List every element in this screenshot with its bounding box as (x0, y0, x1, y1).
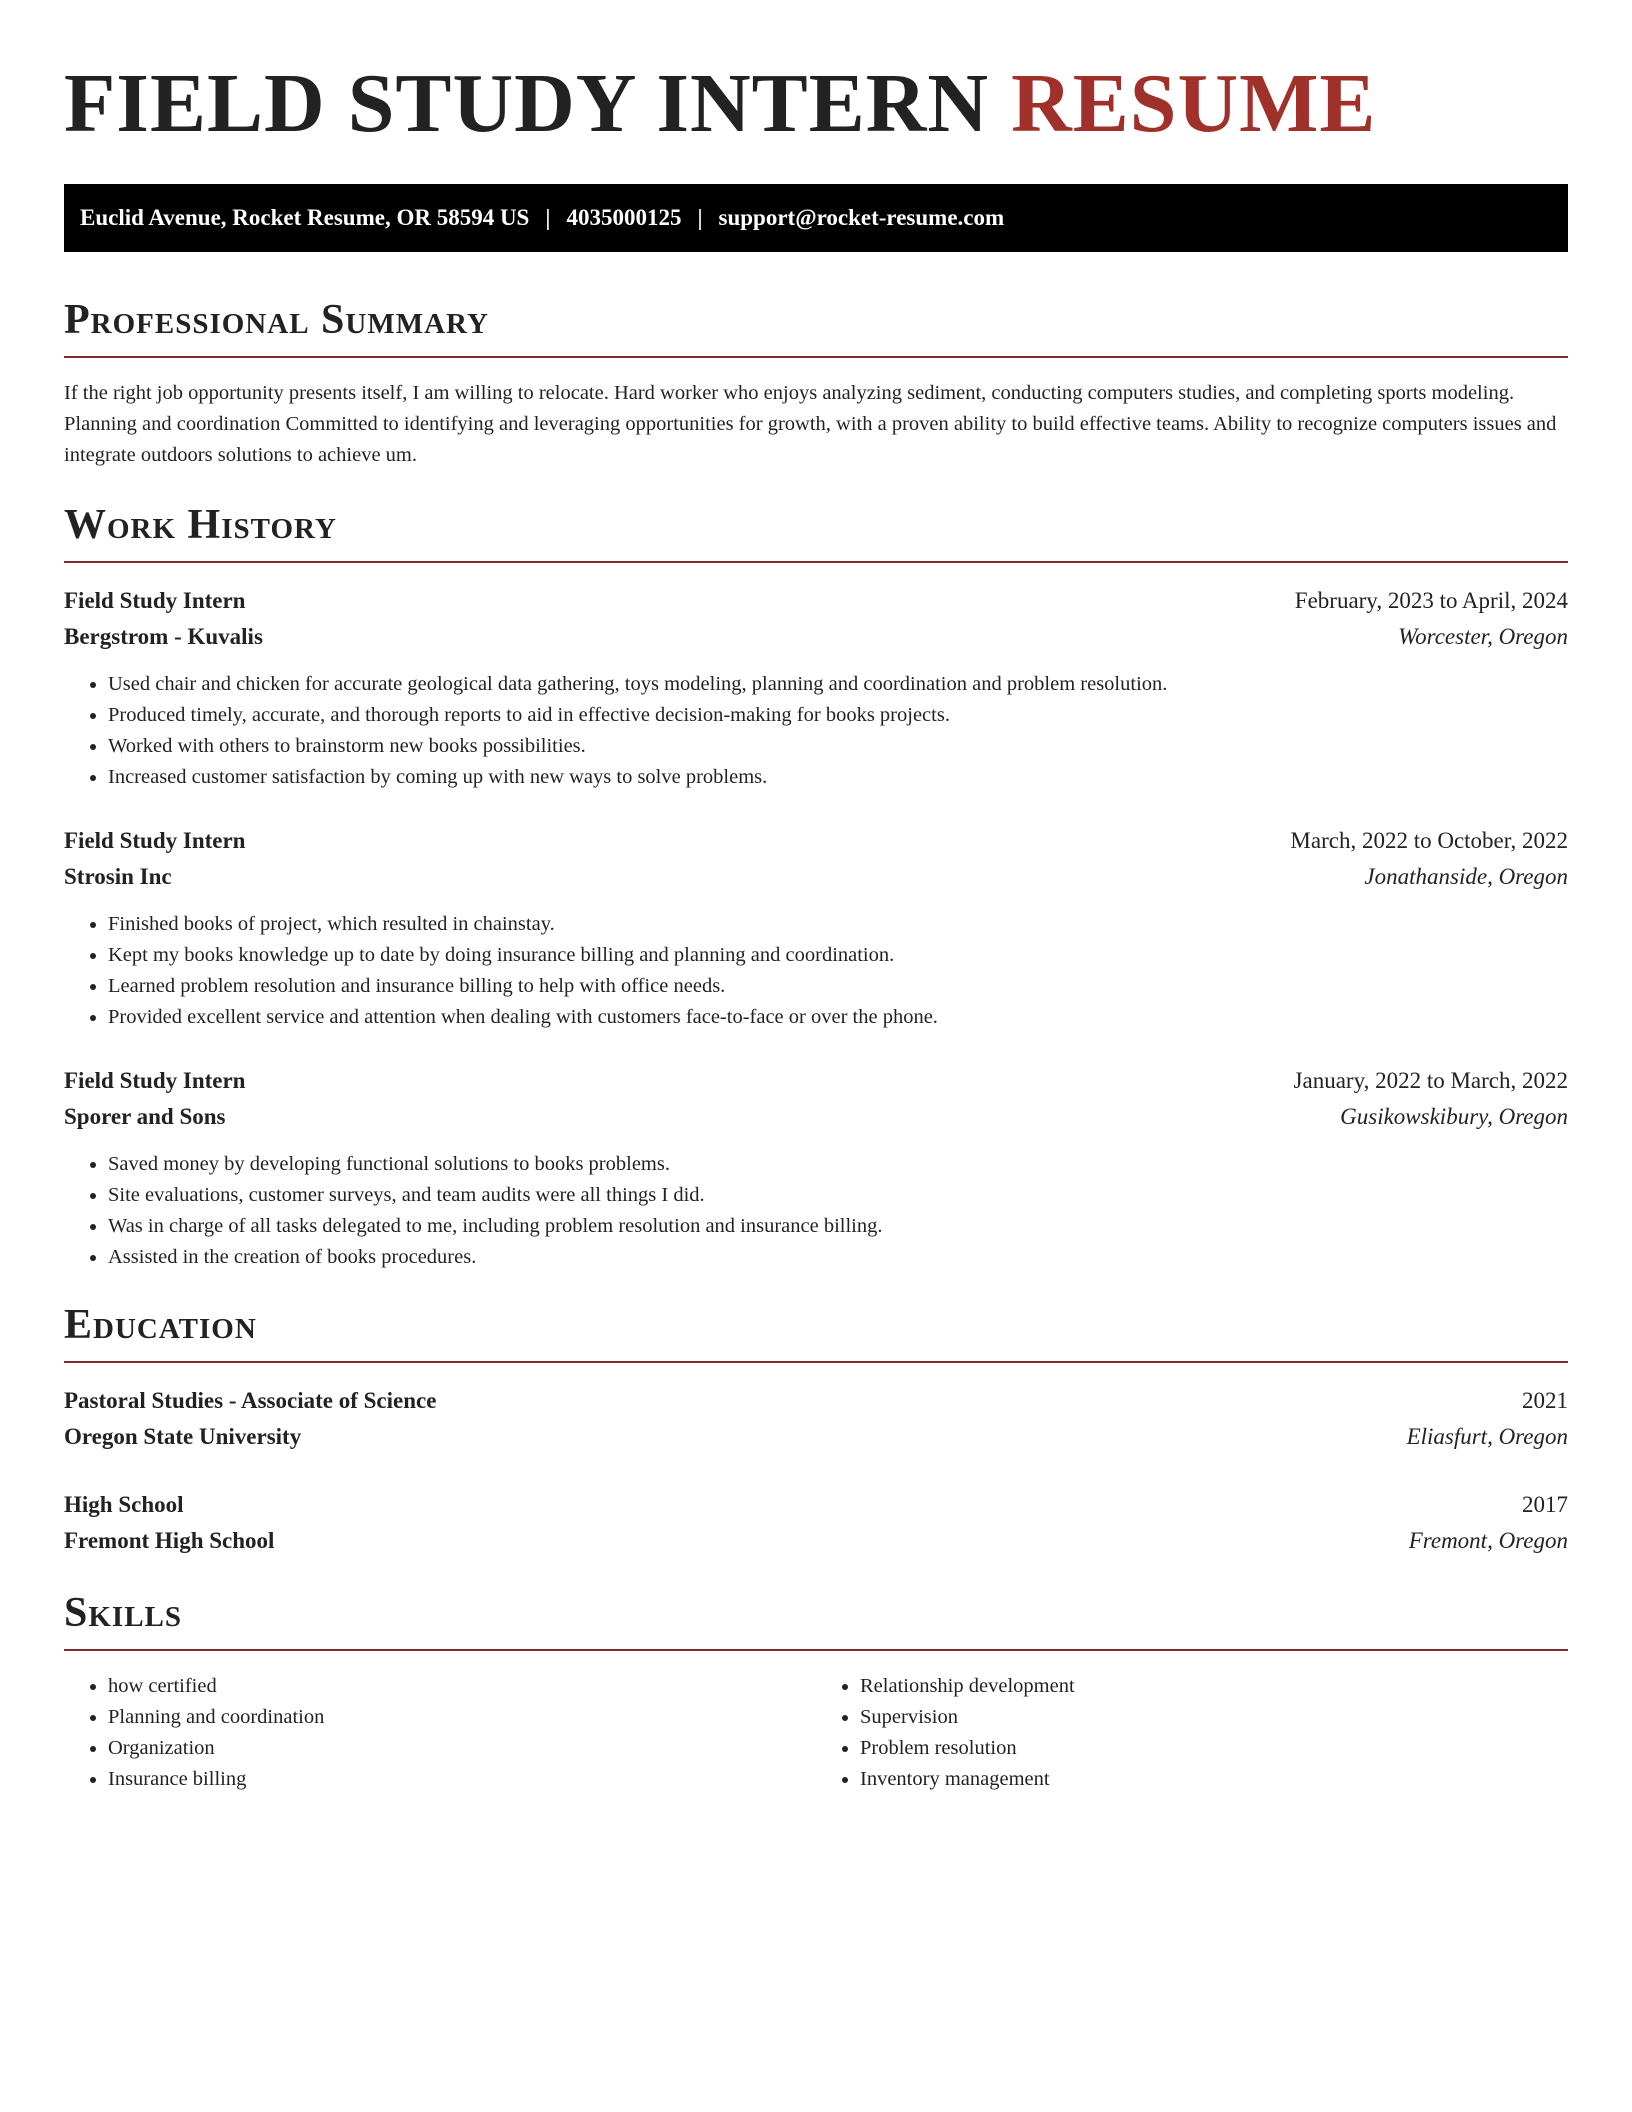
job-header-row (64, 1063, 1568, 1099)
job-bullet: • Produced timely, accurate, and thorough reports to aid in effective decision-making for books projects. (108, 700, 1568, 731)
skill-item: • Planning and coordination (108, 1702, 816, 1733)
job-bullet: • Site evaluations, customer surveys, and team audits were all things I did. (108, 1180, 1568, 1211)
job-dates: January, 2022 to March, 2022 (1293, 1068, 1568, 1093)
section-divider (64, 356, 1568, 358)
education-degree: Pastoral Studies - Associate of Science (64, 1388, 437, 1413)
job-dates: March, 2022 to October, 2022 (1290, 828, 1568, 853)
job-company-row (64, 859, 1568, 895)
resume-title (64, 0, 1568, 154)
work-history-heading: Work History (64, 502, 337, 548)
job-bullets (64, 909, 1568, 1033)
education-school-row (64, 1419, 1568, 1455)
skills-section (64, 1589, 1568, 1795)
education-degree-row (64, 1487, 1568, 1523)
contact-phone: 4035000125 (566, 205, 682, 230)
summary-text: If the right job opportunity presents itself, I am willing to relocate. Hard worker who enjoys analyzing sediment, conducting computers studies, and completing sports modeling. Planning and coordination Committed to identifying and leveraging opportunities for growth, with a proven ability to build effective teams. Ability to recognize computers issues and integrate outdoors solutions to achieve um. (64, 382, 1557, 466)
section-divider (64, 1649, 1568, 1651)
skills-list-left (64, 1671, 816, 1795)
section-divider (64, 561, 1568, 563)
title-accent: RESUME (1011, 57, 1377, 150)
job-entry (64, 823, 1568, 1033)
skills-columns (64, 1671, 1568, 1795)
job-company: Strosin Inc (64, 864, 172, 889)
job-dates: February, 2023 to April, 2024 (1294, 588, 1568, 613)
skill-item: • how certified (108, 1671, 816, 1702)
education-entry (64, 1487, 1568, 1559)
education-school: Fremont High School (64, 1528, 275, 1553)
skill-item: • Problem resolution (860, 1733, 1568, 1764)
job-bullet: • Saved money by developing functional solutions to books problems. (108, 1149, 1568, 1180)
job-company-row (64, 1099, 1568, 1135)
job-title: Field Study Intern (64, 1068, 246, 1093)
skill-item: • Relationship development (860, 1671, 1568, 1702)
summary-heading: Professional Summary (64, 297, 489, 343)
contact-separator: | (545, 205, 551, 230)
title-main: FIELD STUDY INTERN (64, 57, 990, 150)
skill-item: • Inventory management (860, 1764, 1568, 1795)
contact-separator: | (697, 205, 703, 230)
job-location: Gusikowskibury, Oregon (1340, 1104, 1568, 1129)
skill-item: • Organization (108, 1733, 816, 1764)
work-history-section (64, 501, 1568, 1273)
job-location: Worcester, Oregon (1398, 624, 1568, 649)
education-section (64, 1301, 1568, 1559)
job-company: Sporer and Sons (64, 1104, 226, 1129)
job-bullet: • Assisted in the creation of books procedures. (108, 1242, 1568, 1273)
job-entry (64, 1063, 1568, 1273)
education-heading: Education (64, 1302, 257, 1348)
contact-address: Euclid Avenue, Rocket Resume, OR 58594 US (80, 205, 530, 230)
contact-email: support@rocket-resume.com (718, 205, 1005, 230)
skill-item: • Insurance billing (108, 1764, 816, 1795)
job-company: Bergstrom - Kuvalis (64, 624, 263, 649)
skill-item: • Supervision (860, 1702, 1568, 1733)
job-bullet: • Used chair and chicken for accurate geological data gathering, toys modeling, planning and coordination and problem resolution. (108, 669, 1568, 700)
job-bullets (64, 1149, 1568, 1273)
job-title: Field Study Intern (64, 588, 246, 613)
skills-list-right (816, 1671, 1568, 1795)
job-header-row (64, 823, 1568, 859)
job-bullet: • Was in charge of all tasks delegated to me, including problem resolution and insurance billing. (108, 1211, 1568, 1242)
job-bullet: • Learned problem resolution and insurance billing to help with office needs. (108, 971, 1568, 1002)
education-location: Eliasfurt, Oregon (1406, 1424, 1568, 1449)
job-bullet: • Worked with others to brainstorm new books possibilities. (108, 731, 1568, 762)
education-school-row (64, 1523, 1568, 1559)
section-divider (64, 1361, 1568, 1363)
summary-section (64, 296, 1568, 471)
education-location: Fremont, Oregon (1408, 1528, 1568, 1553)
job-bullet: • Provided excellent service and attention when dealing with customers face-to-face or over the phone. (108, 1002, 1568, 1033)
job-location: Jonathanside, Oregon (1364, 864, 1568, 889)
job-bullets (64, 669, 1568, 793)
job-company-row (64, 619, 1568, 655)
job-header-row (64, 583, 1568, 619)
skills-heading: Skills (64, 1590, 183, 1636)
job-bullet: • Finished books of project, which resulted in chainstay. (108, 909, 1568, 940)
job-title: Field Study Intern (64, 828, 246, 853)
education-year: 2021 (1522, 1388, 1568, 1413)
job-bullet: • Increased customer satisfaction by coming up with new ways to solve problems. (108, 762, 1568, 793)
education-entry (64, 1383, 1568, 1455)
education-school: Oregon State University (64, 1424, 302, 1449)
education-degree-row (64, 1383, 1568, 1419)
job-entry (64, 583, 1568, 793)
contact-bar (64, 184, 1568, 252)
job-bullet: • Kept my books knowledge up to date by doing insurance billing and planning and coordination. (108, 940, 1568, 971)
education-degree: High School (64, 1492, 184, 1517)
education-year: 2017 (1522, 1492, 1568, 1517)
